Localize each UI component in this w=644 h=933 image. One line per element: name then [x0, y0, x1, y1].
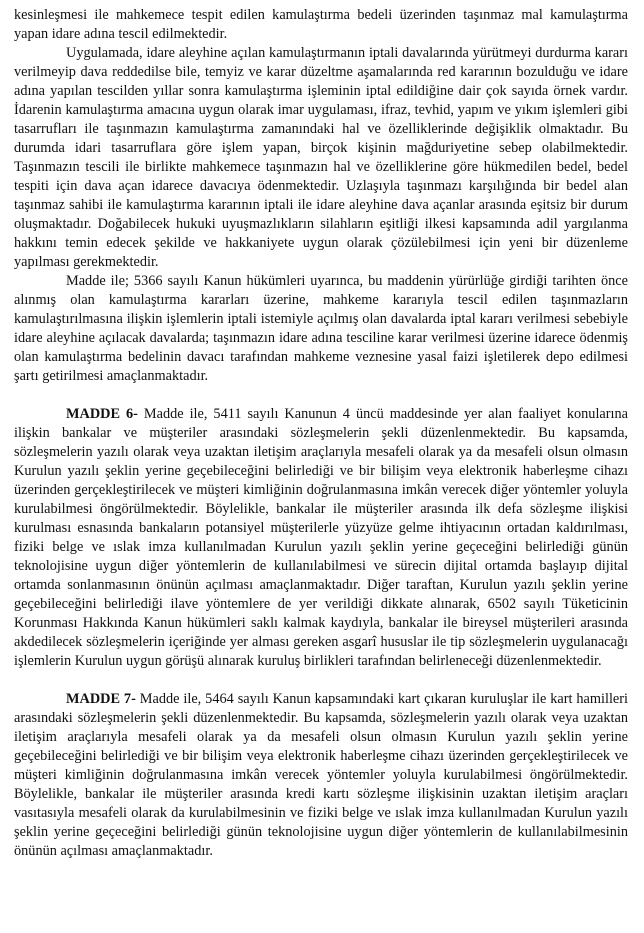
paragraph-madde-7	[14, 690, 628, 861]
paragraph-uygulamada	[14, 44, 628, 272]
madde-7-heading: MADDE 7-	[66, 691, 136, 707]
paragraph-text: Madde ile, 5411 sayılı Kanunun 4 üncü maddesinde yer alan faaliyet konularına ilişkin bankalar ve müşteriler arasındaki sözleşmelerin şekli düzenlenmektedir. Bu kapsamda, sözleşmelerin yazılı olarak veya uzaktan iletişim araçlarıyla mesafeli olarak ya da mesafeli olsun olmasın Kurulun yazılı şeklin yerine geçebileceğini belirlediği ve bir bilişim veya elektronik haberleşme cihazı üzerinden gerçekleştirilecek ve müşteri kimliğinin doğrulanmasına imkân verecek diğer yöntemler yoluyla kurulabilmesi öngörülmektedir. Böylelikle, bankalar ile müşteriler arasında ilk defa sözleşme ilişkisi kurulması esnasında bankaların potansiyel müşterilerle yüzyüze gelme ihtiyacının ortadan kaldırılması, fiziki belge ve ıslak imza kullanılmadan Kurulun yazılı şeklin yerine geçeceğini belirlediği günün teknolojisine uygun diğer yöntemlerin de kullanılabilmesi ve sürecin dijital ortamda başlayıp dijital ortamda sonlanmasının önünün açılması amaçlanmaktadır. Diğer taraftan, Kurulun yazılı şeklin yerine geçebileceğini belirlediği ilave yöntemlere de yer verildiği dikkate alınarak, 6502 sayılı Tüketicinin Korunması Hakkında Kanun hükümleri saklı kalmak kaydıyla, bankalar ile bireysel müşterileri arasında akdedilecek sözleşmelerin içeriğinde yer alması gereken asgarî hususlar ile tip sözleşmelerin uygulanacağı işlemlerin Kurulun uygun görüşü alınarak kuruluş birlikleri tarafından belirleneceği düzenlenmektedir.	[14, 406, 628, 669]
paragraph-kamulastirma-tescil	[14, 6, 628, 44]
paragraph-text: Madde ile; 5366 sayılı Kanun hükümleri uyarınca, bu maddenin yürürlüğe girdiği tarihten önce alınmış olan kamulaştırma kararları üzerine, mahkeme kararıyla tescil edilen taşınmazların kamulaştırılmasına ilişkin işlemlerin iptali istemiyle açılmış olan davalarda iptal kararı verilmesi sebebiyle idare aleyhine açılacak davalarda; taşınmazın idare adına tesciline karar verilmesi üzerine idarece ödenmiş olan kamulaştırma bedelinin davacı tarafından mahkeme veznesine yasal faizi işletilerek depo edilmesi şartı getirilmesi amaçlanmaktadır.	[14, 273, 628, 384]
paragraph-text: Uygulamada, idare aleyhine açılan kamulaştırmanın iptali davalarında yürütmeyi durdurma kararı verilmeyip dava reddedilse bile, temyiz ve karar düzeltme aşamalarında red kararının bozulduğu ve idare adına yapılan tescilden yıllar sonra kamulaştırma işleminin iptal edildiğine dair çok sayıda örnek vardır. İdarenin kamulaştırma amacına uygun olarak imar uygulaması, ifraz, tevhid, yapım ve yıkım işlemleri gibi tasarrufları ile taşınmazın kamulaştırma zamanındaki hal ve özelliklerinde değişiklik olmaktadır. Bu durumda idari tasarruflara göre işlem yapan, birçok kişinin mağduriyetine sebep olabilmektedir. Taşınmazın tescili ile birlikte mahkemece taşınmazın hal ve özelliklerine göre hükmedilen bedel, bedel tespiti için dava açan idarece davacıya ödenmektedir. Uzlaşıyla taşınmazı karşılığında bir bedel alan taşınmaz sahibi ile kamulaştırma kararının iptali ile idare aleyhine dava açanlar arasında eşitsiz bir durum oluşmaktadır. Doğabilecek hukuki uyuşmazlıkların silahların eşitliği ilkesi kapsamında adil yargılanma hakkını temin edecek şekilde ve hakkaniyete uygun olarak çözülebilmesi için yeni bir düzenleme yapılması gerekmektedir.	[14, 45, 628, 270]
document-page	[14, 6, 628, 861]
madde-6-heading: MADDE 6-	[66, 406, 138, 422]
paragraph-madde-6	[14, 405, 628, 671]
paragraph-text: Madde ile, 5464 sayılı Kanun kapsamındaki kart çıkaran kuruluşlar ile kart hamilleri arasındaki sözleşmelerin şekli düzenlenmektedir. Bu kapsamda, sözleşmelerin yazılı olarak veya uzaktan iletişim araçlarıyla mesafeli olarak ya da mesafeli olsun olmasın Kurulun yazılı şeklin yerine geçebileceğini belirlediği ve bir bilişim veya elektronik haberleşme cihazı üzerinden gerçekleştirilecek ve müşteri kimliğinin doğrulanmasına imkân verecek yöntemler yoluyla kurulabilmesi öngörülmektedir. Böylelikle, bankalar ile müşteriler arasında kredi kartı sözleşme ilişkisinin uzaktan iletişim araçları vasıtasıyla mesafeli olarak da kurulabilmesinin ve fiziki belge ve ıslak imza kullanılmadan Kurulun yazılı şeklin yerine geçeceğini belirlediği günün teknolojisine uygun diğer yöntemlerin de kullanılabilmesinin önünün açılması amaçlanmaktadır.	[14, 691, 628, 859]
paragraph-madde-5366	[14, 272, 628, 386]
paragraph-text: kesinleşmesi ile mahkemece tespit edilen kamulaştırma bedeli üzerinden taşınmaz mal kamulaştırma yapan idare adına tescil edilmektedir.	[14, 7, 628, 42]
